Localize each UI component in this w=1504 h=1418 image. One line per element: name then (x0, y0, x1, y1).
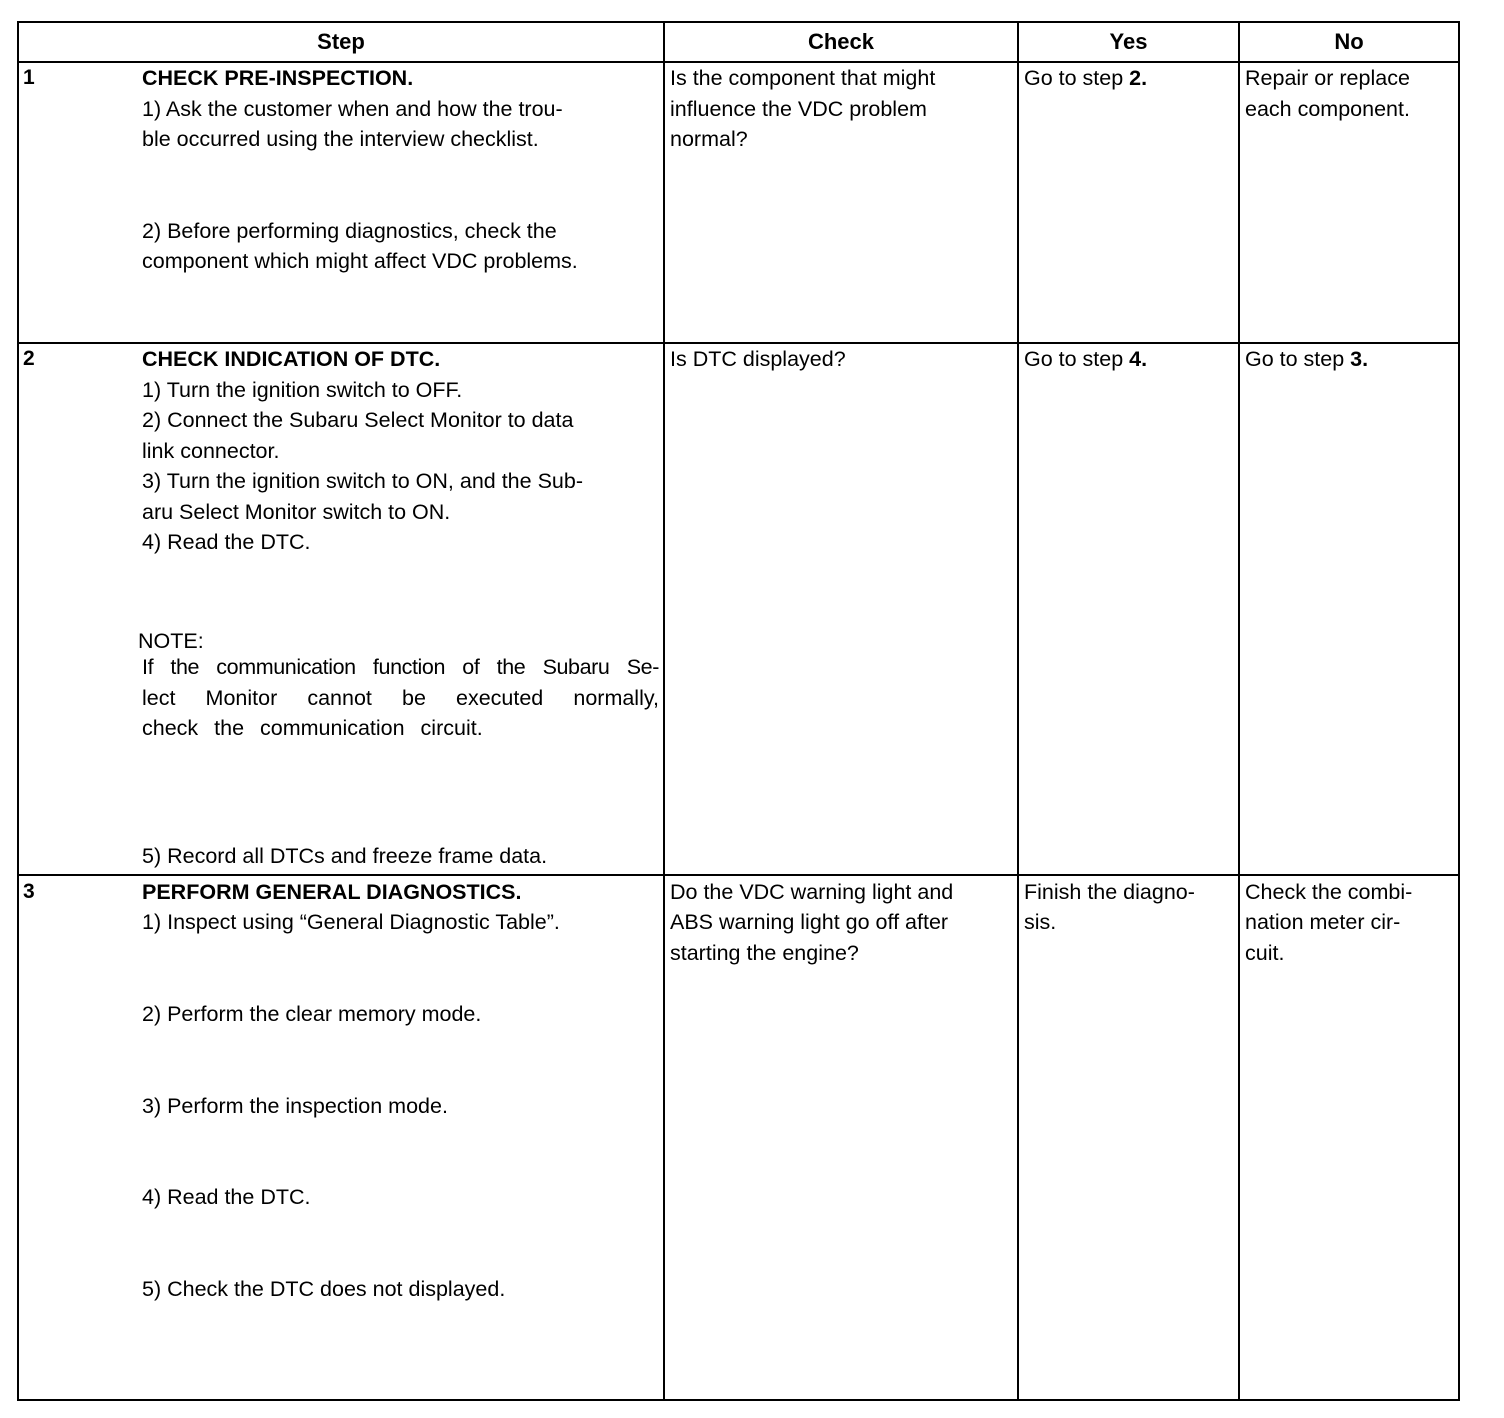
step-instruction: 4) Read the DTC. (142, 530, 311, 554)
step-title: CHECK PRE-INSPECTION. (142, 66, 414, 90)
step-title: CHECK INDICATION OF DTC. (142, 347, 441, 371)
check-question: Is the component that might (670, 66, 936, 90)
step-number: 3 (23, 880, 35, 903)
step-instruction: 3) Perform the inspection mode. (142, 1094, 448, 1118)
note-text: lect Monitor cannot be executed normally, (142, 686, 659, 710)
header-step: Step (317, 29, 365, 54)
yes-action: sis. (1024, 910, 1057, 934)
yes-action: Finish the diagno- (1024, 880, 1195, 904)
yes-step-ref: 4. (1129, 347, 1148, 371)
note-text: If the communication function of the Subaru Se- (142, 655, 659, 679)
step-instruction: ble occurred using the interview checklist. (142, 127, 539, 151)
step-instruction: 5) Check the DTC does not displayed. (142, 1277, 506, 1301)
column-divider-no (1238, 23, 1240, 1399)
check-question: Do the VDC warning light and (670, 880, 954, 904)
diagnostic-table (17, 21, 1460, 1401)
no-action: Repair or replace (1245, 66, 1410, 90)
no-action: cuit. (1245, 941, 1285, 965)
header-check: Check (807, 29, 875, 54)
step-instruction: link connector. (142, 439, 280, 463)
step-number: 1 (23, 66, 35, 89)
step-instruction: 5) Record all DTCs and freeze frame data. (142, 844, 548, 868)
step-title: PERFORM GENERAL DIAGNOSTICS. (142, 880, 522, 904)
step-number: 2 (23, 347, 35, 370)
step-instruction: 2) Connect the Subaru Select Monitor to data (142, 408, 574, 432)
note-label: NOTE: (138, 629, 204, 653)
note-text: check the communication circuit. (142, 716, 483, 740)
check-question: Is DTC displayed? (670, 347, 846, 371)
no-action: each component. (1245, 97, 1410, 121)
step-instruction: 1) Inspect using “General Diagnostic Table”. (142, 910, 560, 934)
header-no: No (1334, 29, 1364, 54)
step-instruction: 2) Perform the clear memory mode. (142, 1002, 482, 1026)
column-divider-yes (1017, 23, 1019, 1399)
no-action: Check the combi- (1245, 880, 1413, 904)
step-instruction: 1) Ask the customer when and how the trou- (142, 97, 563, 121)
yes-action-text: Go to step (1024, 66, 1130, 90)
step-instruction: component which might affect VDC problems. (142, 249, 578, 273)
check-question: normal? (670, 127, 748, 151)
yes-step-ref: 2. (1129, 66, 1148, 90)
no-action (1245, 344, 1368, 375)
yes-action (1024, 63, 1147, 94)
row-divider-2 (19, 874, 1458, 876)
check-question: ABS warning light go off after (670, 910, 949, 934)
step-instruction: aru Select Monitor switch to ON. (142, 500, 451, 524)
yes-action (1024, 344, 1147, 375)
no-action: nation meter cir- (1245, 910, 1401, 934)
no-step-ref: 3. (1350, 347, 1369, 371)
step-instruction: 2) Before performing diagnostics, check the (142, 219, 557, 243)
step-instruction: 3) Turn the ignition switch to ON, and the Sub- (142, 469, 583, 493)
no-action-text: Go to step (1245, 347, 1351, 371)
check-question: influence the VDC problem (670, 97, 927, 121)
yes-action-text: Go to step (1024, 347, 1130, 371)
step-instruction: 4) Read the DTC. (142, 1185, 311, 1209)
column-divider-check (663, 23, 665, 1399)
step-instruction: 1) Turn the ignition switch to OFF. (142, 378, 463, 402)
check-question: starting the engine? (670, 941, 859, 965)
header-yes: Yes (1109, 29, 1148, 54)
